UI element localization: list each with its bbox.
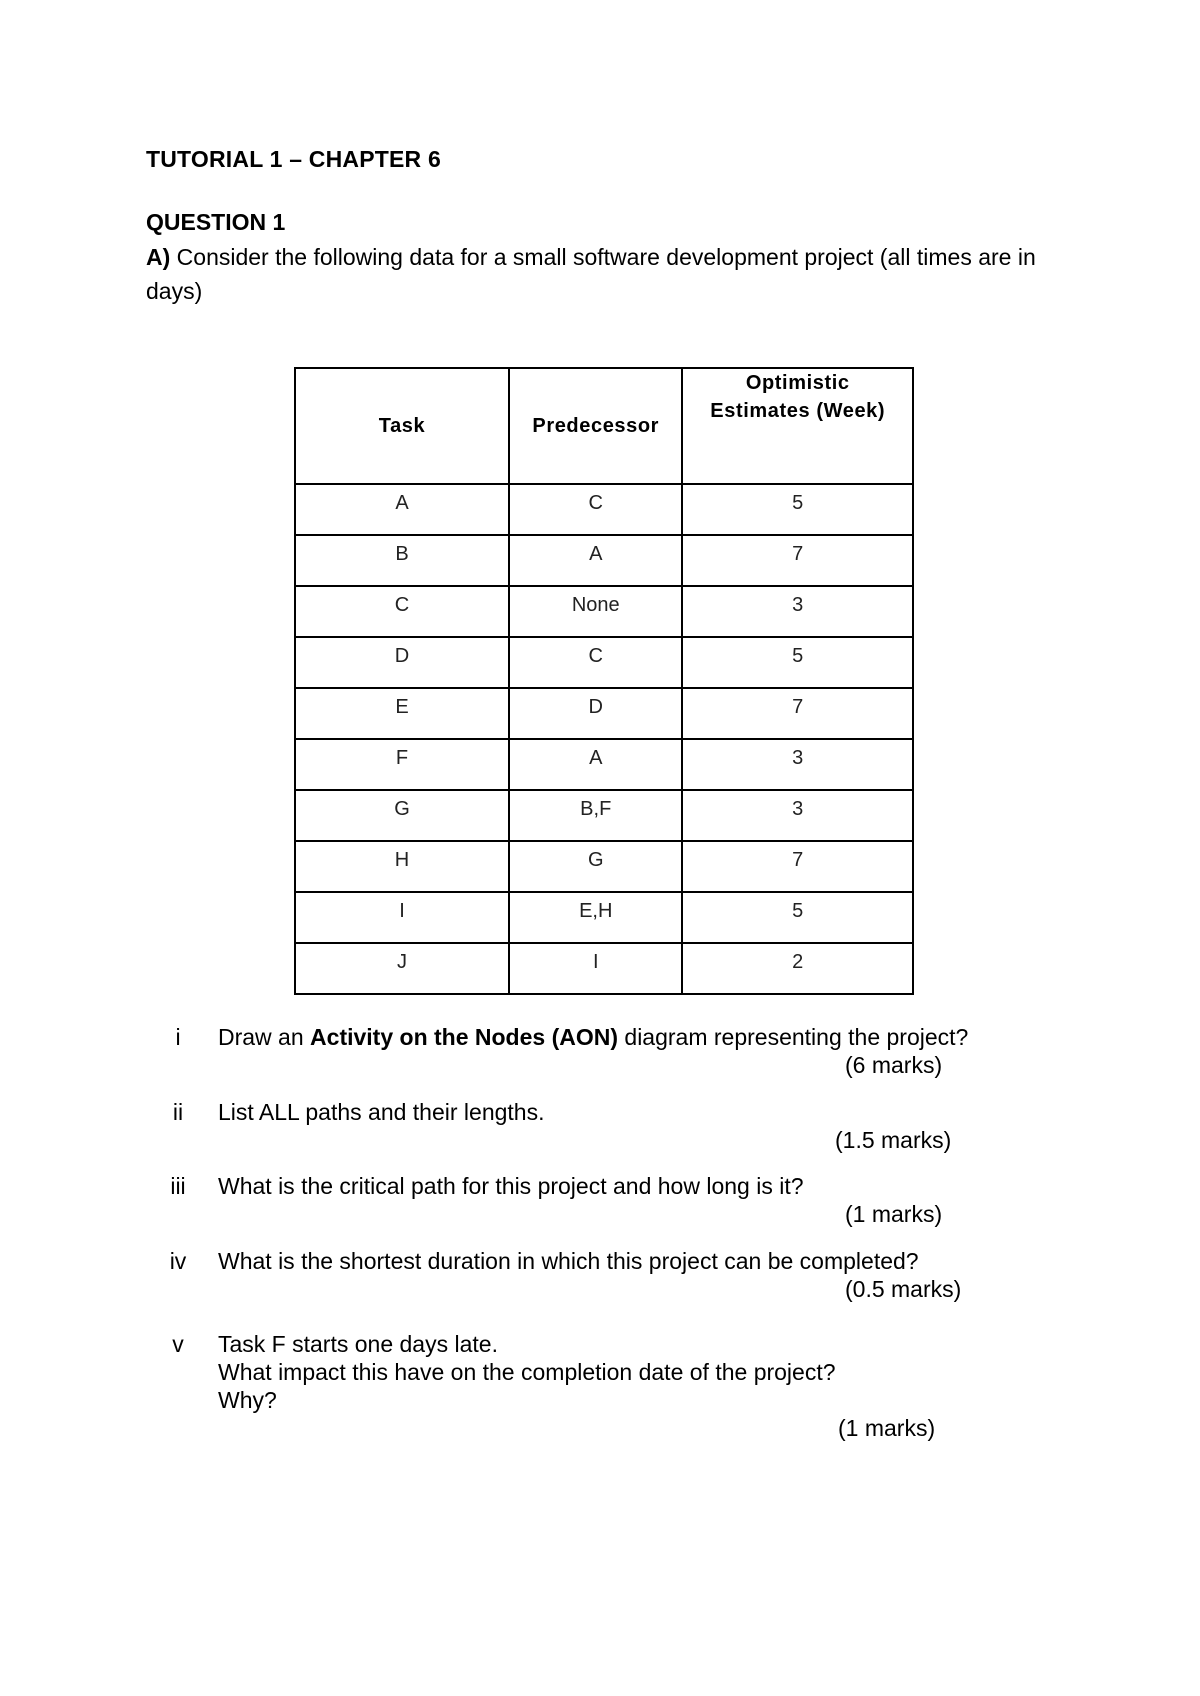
question-text-line: What impact this have on the completion date of the project?: [218, 1359, 836, 1385]
header-optimistic-line2: Estimates (Week): [710, 400, 886, 422]
question-number: v: [172, 1331, 184, 1357]
question-text: List ALL paths and their lengths.: [218, 1099, 545, 1125]
question-text: [218, 1023, 1018, 1051]
question-marks: (6 marks): [845, 1052, 943, 1078]
question-number: iv: [169, 1248, 187, 1274]
cell-predecessor: G: [509, 841, 682, 892]
cell-task: A: [295, 484, 509, 535]
question-text-part: diagram representing the project?: [618, 1024, 969, 1050]
cell-task: E: [295, 688, 509, 739]
table-row: [295, 688, 913, 739]
table-row: [295, 535, 913, 586]
cell-predecessor: C: [509, 484, 682, 535]
intro-label: A): [146, 244, 171, 270]
question-number: ii: [172, 1099, 184, 1125]
cell-predecessor: A: [509, 739, 682, 790]
question-heading: QUESTION 1: [146, 209, 286, 235]
question-text-part: Draw an: [218, 1024, 311, 1050]
cell-task: I: [295, 892, 509, 943]
header-optimistic-line1: Optimistic: [745, 372, 850, 394]
question-text: [218, 1330, 1018, 1414]
table-row: [295, 739, 913, 790]
cell-task: G: [295, 790, 509, 841]
cell-estimate: 5: [682, 892, 913, 943]
question-marks: (1 marks): [838, 1415, 936, 1441]
table-row: [295, 586, 913, 637]
question-marks: (1 marks): [845, 1201, 943, 1227]
question-number: iii: [170, 1173, 186, 1199]
question-marks: (1.5 marks): [835, 1127, 952, 1153]
question-marks: (0.5 marks): [845, 1276, 962, 1302]
question-intro: [146, 240, 1076, 308]
task-table: [294, 367, 914, 995]
intro-text: Consider the following data for a small software development project (all times are in days): [146, 244, 1036, 304]
cell-estimate: 3: [682, 586, 913, 637]
document-title: TUTORIAL 1 – CHAPTER 6: [146, 146, 441, 172]
cell-task: H: [295, 841, 509, 892]
cell-estimate: 3: [682, 739, 913, 790]
table-header-row: [295, 368, 913, 484]
cell-estimate: 7: [682, 688, 913, 739]
cell-predecessor: B,F: [509, 790, 682, 841]
cell-estimate: 3: [682, 790, 913, 841]
cell-predecessor: None: [509, 586, 682, 637]
table-row: [295, 841, 913, 892]
table-row: [295, 892, 913, 943]
table-row: [295, 943, 913, 994]
cell-predecessor: I: [509, 943, 682, 994]
cell-estimate: 7: [682, 841, 913, 892]
table-row: [295, 637, 913, 688]
question-text-line: Task F starts one days late.: [218, 1331, 498, 1357]
cell-predecessor: A: [509, 535, 682, 586]
cell-predecessor: D: [509, 688, 682, 739]
cell-predecessor: C: [509, 637, 682, 688]
cell-task: F: [295, 739, 509, 790]
cell-task: D: [295, 637, 509, 688]
question-text-bold: Activity on the Nodes (AON): [310, 1024, 619, 1050]
header-predecessor: Predecessor: [509, 368, 682, 484]
question-text: What is the shortest duration in which this project can be completed?: [218, 1248, 919, 1274]
header-task: Task: [295, 368, 509, 484]
question-text: What is the critical path for this project and how long is it?: [218, 1173, 804, 1199]
question-number: i: [175, 1024, 181, 1050]
header-optimistic: [682, 368, 913, 484]
table-row: [295, 790, 913, 841]
cell-task: J: [295, 943, 509, 994]
question-text-line: Why?: [218, 1387, 277, 1413]
cell-estimate: 5: [682, 637, 913, 688]
cell-estimate: 2: [682, 943, 913, 994]
cell-task: B: [295, 535, 509, 586]
cell-predecessor: E,H: [509, 892, 682, 943]
cell-estimate: 5: [682, 484, 913, 535]
cell-task: C: [295, 586, 509, 637]
cell-estimate: 7: [682, 535, 913, 586]
table-row: [295, 484, 913, 535]
